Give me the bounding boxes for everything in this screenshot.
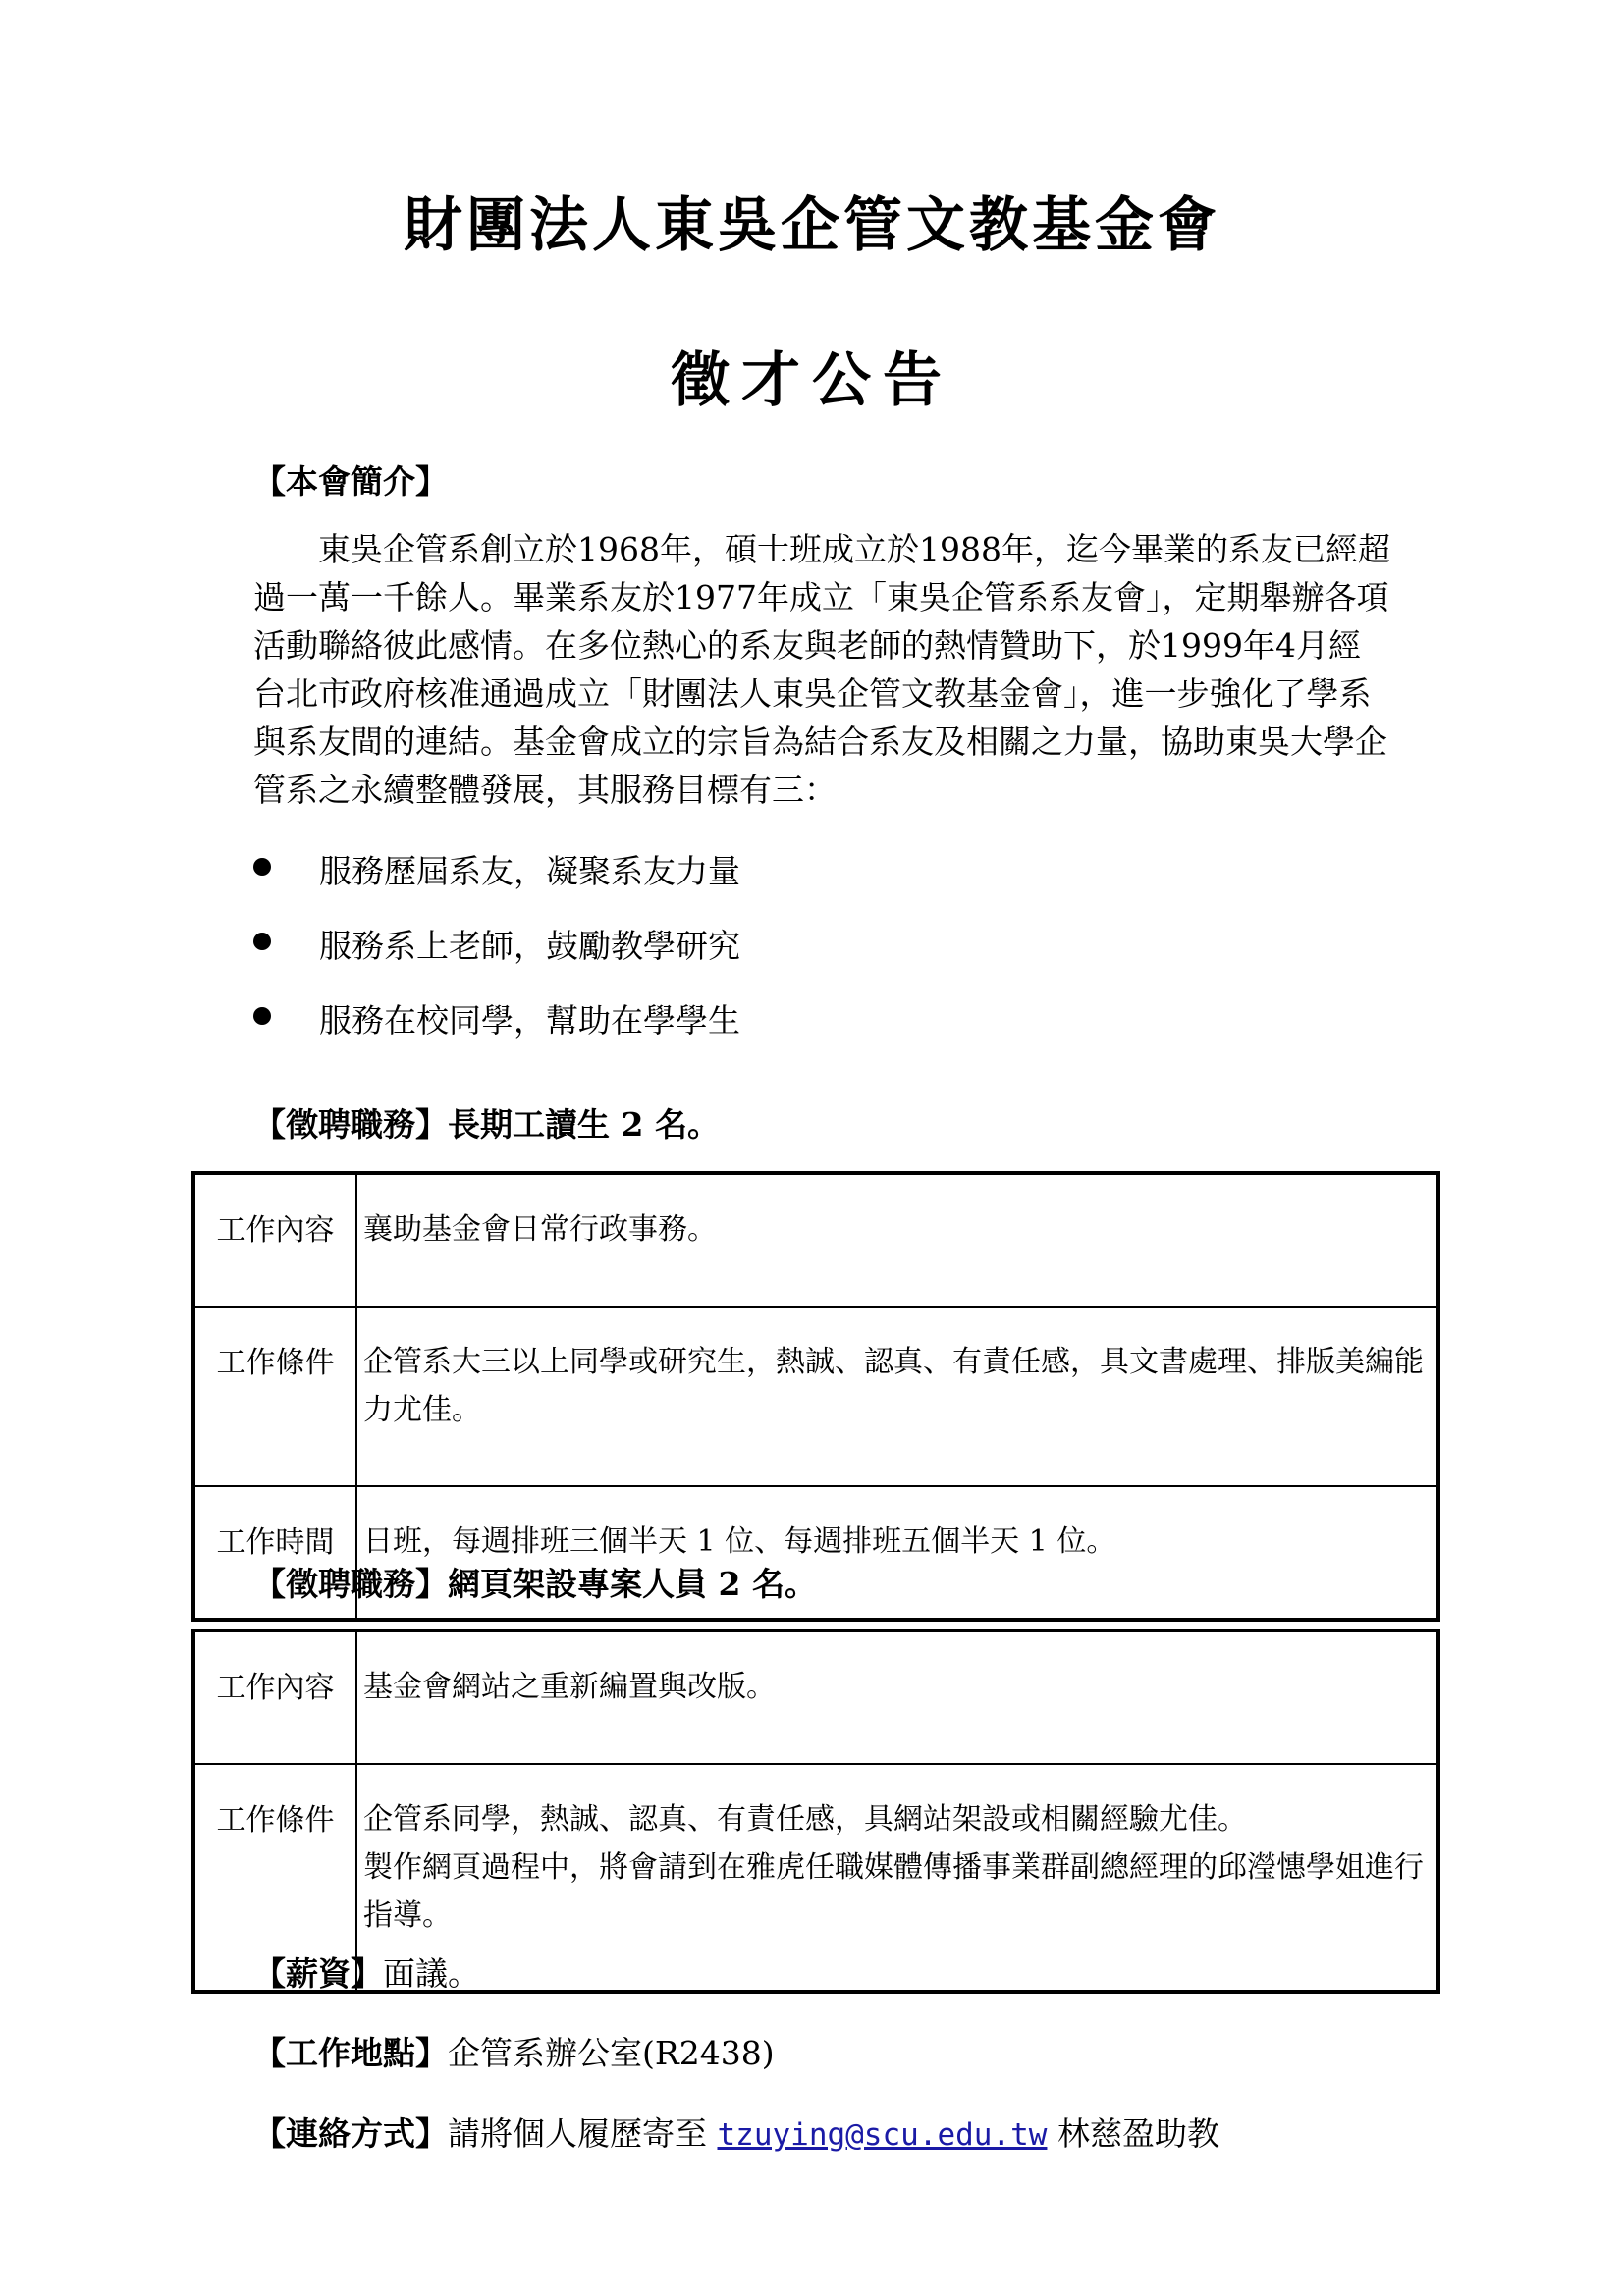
- row-value: 日班，每週排班三個半天 1 位、每週排班五個半天 1 位。: [356, 1486, 1438, 1620]
- row-value-line: 製作網頁過程中，將會請到在雅虎任職媒體傳播事業群副總經理的邱瀅憓學姐進行指導。: [363, 1850, 1424, 1933]
- row-label: 工作條件: [193, 1307, 356, 1486]
- row-label: 工作內容: [193, 1173, 356, 1307]
- job2-heading: [253, 1559, 817, 1605]
- list-item-text: 服務系上老師，鼓勵教學研究: [319, 927, 740, 965]
- contact-line: [253, 2109, 1219, 2155]
- contact-prefix: 請將個人履歷寄至: [448, 2114, 718, 2153]
- location-value: 企管系辦公室(R2438): [448, 2034, 775, 2072]
- bullet-icon: [253, 858, 271, 876]
- list-item: [253, 921, 740, 995]
- contact-label: 【連絡方式】: [253, 2114, 448, 2153]
- job1-heading: [253, 1099, 720, 1146]
- document-title: 財團法人東吳企管文教基金會: [404, 191, 1220, 260]
- service-goals-list: [253, 846, 740, 1070]
- row-label: 工作內容: [193, 1630, 356, 1764]
- bullet-icon: [253, 933, 271, 950]
- job1-heading-value: 長期工讀生 2 名。: [448, 1105, 720, 1144]
- row-label: 工作條件: [193, 1764, 356, 1992]
- row-value: 基金會網站之重新編置與改版。: [356, 1630, 1438, 1764]
- location-label: 【工作地點】: [253, 2034, 448, 2072]
- list-item: [253, 846, 740, 921]
- document-subtitle: 徵才公告: [671, 347, 953, 415]
- intro-paragraph: 東吳企管系創立於1968年，碩士班成立於1988年，迄今畢業的系友已經超過一萬一千餘人。畢業系友於1977年成立「東吳企管系系友會」，定期舉辦各項活動聯絡彼此感情。在多位熱心的系友與老師的熱情贊助下，於1999年4月經台北市政府核准通過成立「財團法人東吳企管文教基金會」，進一步強化了學系與系友間的連結。基金會成立的宗旨為結合系友及相關之力量，協助東吳大學企管系之永續整體發展，其服務目標有三：: [253, 530, 1390, 809]
- table-row: [193, 1173, 1438, 1307]
- row-value-line: 企管系同學，熱誠、認真、有責任感，具網站架設或相關經驗尤佳。: [363, 1802, 1247, 1837]
- location-line: [253, 2028, 775, 2074]
- row-value: 襄助基金會日常行政事務。: [356, 1173, 1438, 1307]
- contact-suffix: 林慈盈助教: [1047, 2114, 1219, 2153]
- salary-label: 【薪資】: [253, 1954, 383, 1993]
- job2-heading-label: 【徵聘職務】: [253, 1565, 448, 1603]
- row-value: 企管系大三以上同學或研究生，熱誠、認真、有責任感，具文書處理、排版美編能力尤佳。: [356, 1307, 1438, 1486]
- intro-heading: 【本會簡介】: [253, 462, 448, 501]
- list-item-text: 服務在校同學，幫助在學學生: [319, 1001, 740, 1040]
- job1-table: [191, 1171, 1440, 1622]
- table-row: [193, 1630, 1438, 1764]
- list-item-text: 服務歷屆系友，凝聚系友力量: [319, 852, 740, 890]
- job2-heading-value: 網頁架設專案人員 2 名。: [448, 1565, 817, 1603]
- table-row: [193, 1307, 1438, 1486]
- job2-table: [191, 1629, 1440, 1994]
- bullet-icon: [253, 1007, 271, 1025]
- row-label: 工作時間: [193, 1486, 356, 1620]
- salary-line: [253, 1949, 480, 1995]
- row-value: [356, 1764, 1438, 1992]
- salary-value: 面議。: [383, 1954, 480, 1993]
- job1-heading-label: 【徵聘職務】: [253, 1105, 448, 1144]
- list-item: [253, 995, 740, 1070]
- contact-email-link[interactable]: tzuying@scu.edu.tw: [717, 2117, 1048, 2153]
